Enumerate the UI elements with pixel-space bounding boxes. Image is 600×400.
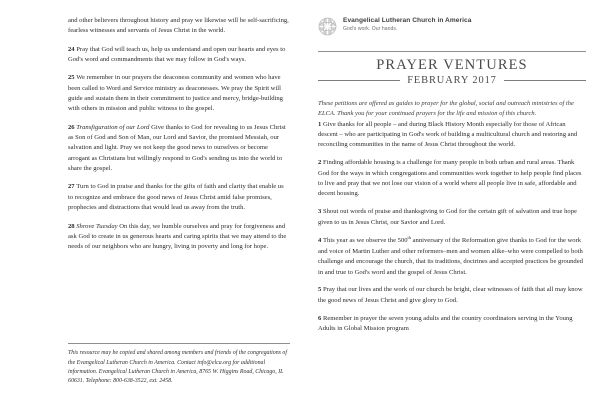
entry-text: Finding affordable housing is a challenge for many people in both urban and rural areas. Thank God for the ways in which congregations and communities work together to help people find places to live and pray that we not lose our vision of a world where all people live in safe, affordable and decent housing. xyxy=(318,159,582,198)
entry-text: Remember in prayer the seven young adults and the country coordinators serving in the Young Adults in Global Mission program xyxy=(318,314,573,332)
entry-number: 26 xyxy=(68,123,77,131)
masthead-text xyxy=(343,16,471,32)
organization-name: Evangelical Lutheran Church in America xyxy=(343,17,472,24)
prayer-entry-5 xyxy=(318,285,586,306)
entry-text: Give thanks for all people – and during Black History Month especially for those of African descent – who are participating in God's work of building a multicultural church and restoring and reconciling communities in the name of Jesus Christ throughout the world. xyxy=(318,120,578,149)
right-column xyxy=(318,16,586,386)
entry-text: anniversary of the Reformation give thanks to God for the work and voice of Martin Luther and other reformers–men and women alike–who were compelled to both challenge and encourage the church, that its traditions, doctrines and accepted practices be grounded in and true to God's word and the gospel of Jesus Christ. xyxy=(318,237,583,276)
entry-number: 6 xyxy=(318,314,323,322)
entry-number: 5 xyxy=(318,286,323,294)
entry-emphasis: Shrove Tuesday xyxy=(76,222,120,230)
footer-block xyxy=(68,343,290,386)
entry-text-lead: This year as we observe the 500 xyxy=(322,237,408,245)
prayer-entry-2 xyxy=(318,158,586,199)
entry-text: Turn to God in praise and thanks for the gifts of faith and clarity that enable us to recognize and embrace the good news of Jesus Christ amid false promises, prophecies and distractions that would lead us away from the truth. xyxy=(68,183,284,212)
publication-title: PRAYER VENTURES xyxy=(376,57,528,73)
prayer-entry-6 xyxy=(318,314,586,335)
continued-paragraph: and other believers throughout history and pray we likewise will be self-sacrificing, fearless witnesses and servants of Jesus Christ in the world. xyxy=(68,17,289,35)
prayer-entry-1 xyxy=(318,120,586,151)
entry-number: 24 xyxy=(68,45,77,53)
entry-emphasis: Transfiguration of our Lord xyxy=(76,123,152,131)
entry-text: Pray that our lives and the work of our church be bright, clear witnesses of faith that all may know the good news of Jesus Christ and give glory to God. xyxy=(318,286,583,304)
entry-number: 27 xyxy=(68,183,77,191)
footer-divider xyxy=(68,343,290,344)
title-top-divider xyxy=(318,51,586,52)
elca-globe-cross-icon xyxy=(318,17,337,36)
organization-tagline: God's work. Our hands. xyxy=(343,25,398,32)
issue-rule-left xyxy=(318,80,400,81)
prayer-entry-4 xyxy=(318,235,586,278)
issue-date-row xyxy=(318,75,586,86)
prayer-entry-28 xyxy=(68,222,290,253)
entry-text: Pray that God will teach us, help us understand and open our hearts and eyes to God's word and commandments that we may follow in God's ways. xyxy=(68,45,286,64)
left-entry-list xyxy=(68,45,290,253)
right-entry-list xyxy=(318,120,586,335)
entry-text: Shout out words of praise and thanksgiving to God for the certain gift of salvation and true hope given to us in Jesus Christ, our Savior and Lord. xyxy=(318,208,577,226)
entry-text: We remember in our prayers the deaconess community and women who have been called to Word and Service ministry as deaconesses. We pray the Spirit will guide and sustain them in their commitment to justice and mercy, bridge-building with others in mission and public witness to the gospel. xyxy=(68,74,283,113)
footer-text: This resource may be copied and shared among members and friends of the congregations of the Evangelical Lutheran Church in America. Contact info@elca.org for additional information. Evangelical Lutheran Church in America, 8765 W. Higgins Road, Chicago, IL 60631. Telephone: 800-638-3522, ext. 2458. xyxy=(68,350,288,384)
prayer-entry-25 xyxy=(68,73,290,114)
entry-number: 1 xyxy=(318,120,323,128)
left-column xyxy=(68,16,290,386)
prayer-entry-24 xyxy=(68,45,290,66)
entry-number: 4 xyxy=(318,237,323,245)
entry-number: 25 xyxy=(68,74,77,82)
issue-date: FEBRUARY 2017 xyxy=(407,75,497,87)
prayer-entry-27 xyxy=(68,182,290,213)
entry-number: 28 xyxy=(68,222,77,230)
entry-text: On this day, we humble ourselves and pray for forgiveness and ask God to create in us generous hearts and caring spirits that we may attend to the needs of our neighbors who are hungry, living in poverty and long for hope. xyxy=(68,222,287,251)
entry-text: Give thanks to God for revealing to us Jesus Christ as Son of God and Son of Man, our Lord and Savior, the promised Messiah, our salvation and light. Pray we not keep the good news to ourselves or become arrogant as Christians but willingly respond to God's sending us into the world to share the gospel. xyxy=(68,123,286,173)
intro-paragraph: These petitions are offered as guides to prayer for the global, social and outreach ministries of the ELCA. Thank you for your continued prayers for the life and mission of this church. xyxy=(318,100,574,118)
masthead xyxy=(318,16,586,42)
entry-number: 2 xyxy=(318,159,323,167)
prayer-entry-26 xyxy=(68,123,290,175)
entry-number: 3 xyxy=(318,208,323,216)
prayer-entry-3 xyxy=(318,207,586,228)
entry-superscript: th xyxy=(407,235,411,241)
issue-rule-right xyxy=(504,80,586,81)
